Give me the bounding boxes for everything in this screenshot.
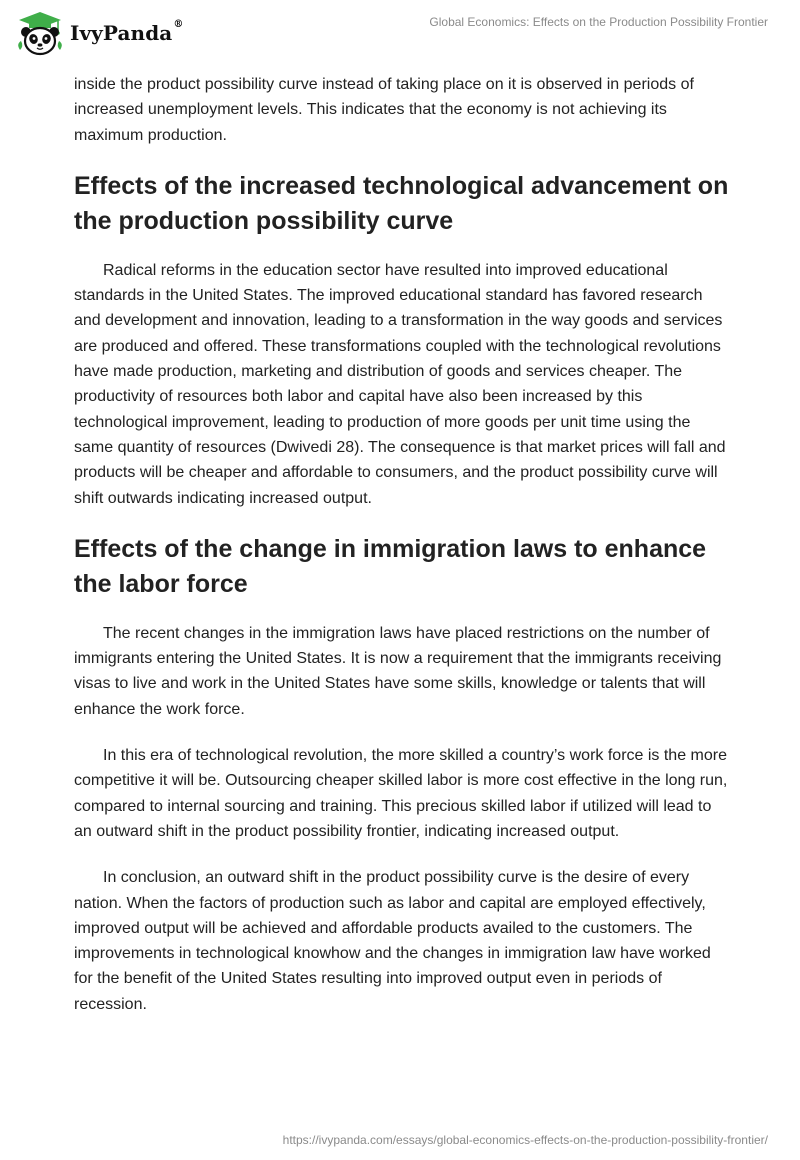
intro-paragraph: inside the product possibility curve instead of taking place on it is observed in periods of increased unemployment levels. This indicates that the economy is not achieving its maximum production.: [74, 76, 694, 144]
section-heading-technology: Effects of the increased technological advancement on the production possibility curve: [74, 171, 729, 235]
paragraph-immigration-laws: The recent changes in the immigration laws have placed restrictions on the number of immigrants entering the United States. It is now a requirement that the immigrants receiving visas to live and work in the United States have some skills, knowledge or talents that will enhance the work force.: [74, 624, 722, 718]
source-url-link[interactable]: https://ivypanda.com/essays/global-economics-effects-on-the-production-possibility-frontier/: [282, 1133, 768, 1147]
paragraph-conclusion: In conclusion, an outward shift in the product possibility curve is the desire of every nation. When the factors of production such as labor and capital are employed effectively, improved output will be achieved and affordable products availed to the customers. The improvements in technological knowhow and the changes in immigration law have worked for the benefit of the United States resulting into improved output even in periods of recession.: [74, 869, 711, 1013]
panda-graduate-icon: [14, 10, 66, 58]
essay-body: [74, 72, 729, 1038]
section-heading-immigration: Effects of the change in immigration laws to enhance the labor force: [74, 534, 707, 598]
ivypanda-logo[interactable]: [14, 10, 183, 58]
logo-text: IvyPanda®: [70, 19, 184, 45]
paragraph-technology: Radical reforms in the education sector have resulted into improved educational standards in the United States. The improved educational standard has favored research and development and innovation, leading to a transformation in the way goods and services are produced and offered. These transformations coupled with the technological revolutions have made production, marketing and distribution of goods and services cheaper. The productivity of resources both labor and capital have also been increased by this technological improvement, leading to production of more goods per unit time using the same quantity of resources (Dwivedi 28). The consequence is that market prices will fall and products will be cheaper and affordable to consumers, and the product possibility curve will shift outwards indicating increased output.: [74, 261, 726, 507]
registered-mark: ®: [173, 19, 184, 30]
page-header: [0, 0, 800, 70]
document-title: Global Economics: Effects on the Production Possibility Frontier: [429, 15, 768, 29]
paragraph-skilled-workforce: In this era of technological revolution, the more skilled a country’s work force is the more competitive it will be. Outsourcing cheaper skilled labor is more cost effective in the long run, compared to internal sourcing and training. This precious skilled labor if utilized will lead to an outward shift in the product possibility frontier, indicating increased output.: [74, 747, 728, 840]
